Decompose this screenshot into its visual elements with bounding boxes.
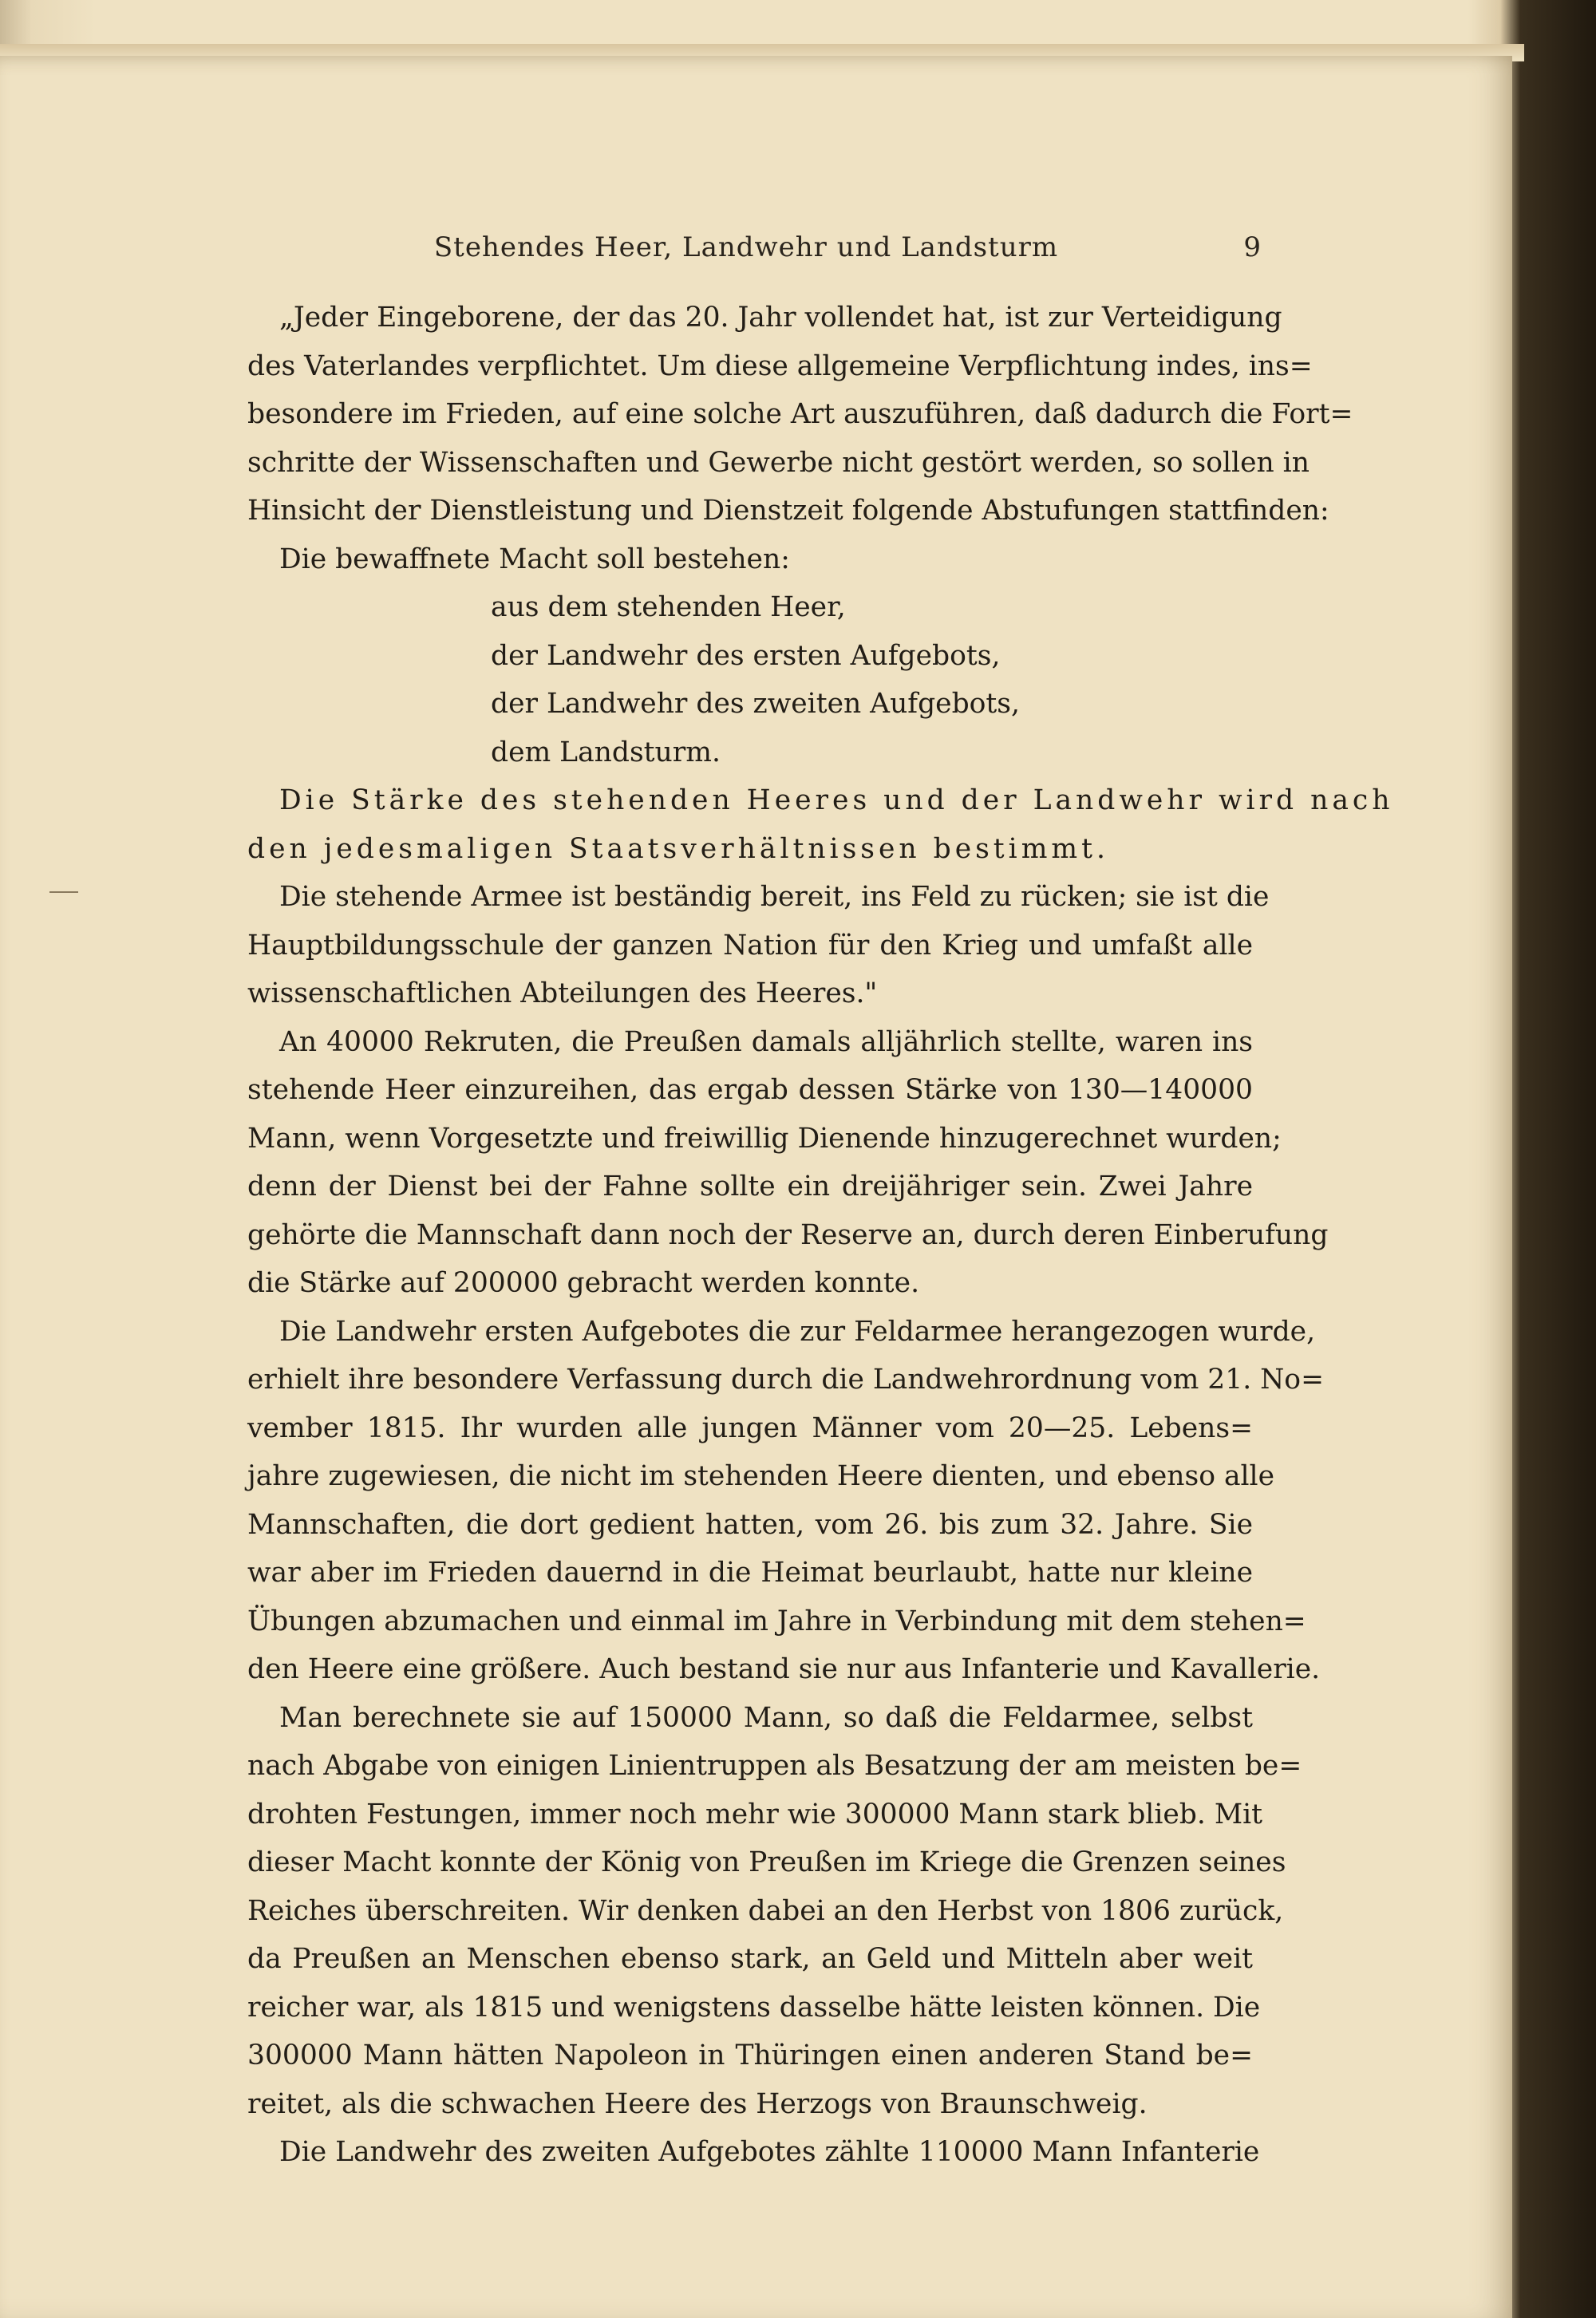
text-line: Die Landwehr ersten Aufgebotes die zur Feldarmee herangezogen wurde, (279, 1315, 1316, 1348)
text-line: drohten Festungen, immer noch mehr wie 300000 Mann stark blieb. Mit (247, 1798, 1263, 1830)
text-line: 300000 Mann hätten Napoleon in Thüringen einen anderen Stand be= (247, 2040, 1253, 2071)
text-line: reitet, als die schwachen Heere des Herzogs von Braunschweig. (247, 2087, 1148, 2120)
text-line: der Landwehr des ersten Aufgebots, (491, 639, 1001, 672)
text-line: Mannschaften, die dort gedient hatten, vom 26. bis zum 32. Jahre. Sie (247, 1508, 1253, 1541)
text-line: Hauptbildungsschule der ganzen Nation für den Krieg und umfaßt alle (247, 929, 1253, 962)
text-line: erhielt ihre besondere Verfassung durch die Landwehrordnung vom 21. No= (247, 1364, 1324, 1396)
text-line: denn der Dienst bei der Fahne sollte ein dreijähriger sein. Zwei Jahre (247, 1171, 1253, 1202)
text-line: vember 1815. Ihr wurden alle jungen Männer vom 20—25. Lebens= (247, 1412, 1253, 1444)
text-line: „Jeder Eingeborene, der das 20. Jahr vollendet hat, ist zur Verteidigung (279, 302, 1282, 334)
running-head: Stehendes Heer, Landwehr und Landsturm (433, 231, 1059, 263)
text-line: An 40000 Rekruten, die Preußen damals alljährlich stellte, waren ins (279, 1025, 1253, 1058)
text-line: Reiches überschreiten. Wir denken dabei an den Herbst von 1806 zurück, (247, 1894, 1284, 1927)
text-line: gehörte die Mannschaft dann noch der Reserve an, durch deren Einberufung (247, 1218, 1329, 1251)
text-line: aus dem stehenden Heer, (491, 591, 846, 623)
text-line: Hinsicht der Dienstleistung und Dienstzeit folgende Abstufungen stattfinden: (247, 495, 1329, 527)
text-line: stehende Heer einzureihen, das ergab dessen Stärke von 130—140000 (247, 1074, 1253, 1106)
text-line: nach Abgabe von einigen Linientruppen als Besatzung der am meisten be= (247, 1750, 1302, 1782)
text-line: die Stärke auf 200000 gebracht werden konnte. (247, 1267, 920, 1299)
text-line: Man berechnete sie auf 150000 Mann, so daß die Feldarmee, selbst (279, 1701, 1253, 1734)
body-text (247, 294, 1394, 2177)
text-line: Die stehende Armee ist beständig bereit, ins Feld zu rücken; sie ist die (279, 881, 1270, 913)
text-line: schritte der Wissenschaften und Gewerbe nicht gestört werden, so sollen in (247, 446, 1310, 479)
text-line: Die bewaffnete Macht soll bestehen: (279, 543, 790, 575)
text-line: war aber im Frieden dauernd in die Heimat beurlaubt, hatte nur kleine (247, 1557, 1253, 1589)
text-line: den Heere eine größere. Auch bestand sie nur aus Infanterie und Kavallerie. (247, 1653, 1321, 1685)
text-line: dem Landsturm. (491, 736, 721, 768)
margin-mark (49, 891, 78, 893)
text-line: des Vaterlandes verpflichtet. Um diese allgemeine Verpflichtung indes, ins= (247, 349, 1313, 382)
text-line: Mann, wenn Vorgesetzte und freiwillig Dienende hinzugerechnet wurden; (247, 1122, 1282, 1155)
text-line: reicher war, als 1815 und wenigstens dasselbe hätte leisten können. Die (247, 1991, 1261, 2024)
text-line: wissenschaftlichen Abteilungen des Heeres." (247, 977, 878, 1009)
text-line: jahre zugewiesen, die nicht im stehenden Heere dienten, und ebenso alle (247, 1460, 1274, 1492)
text-line: Die Landwehr des zweiten Aufgebotes zählte 110000 Mann Infanterie (279, 2136, 1260, 2168)
text-line: da Preußen an Menschen ebenso stark, an Geld und Mitteln aber weit (247, 1943, 1253, 1975)
text-line: der Landwehr des zweiten Aufgebots, (491, 688, 1020, 720)
text-line: Die Stärke des stehenden Heeres und der Landwehr wird nach (279, 784, 1394, 816)
text-line: besondere im Frieden, auf eine solche Art auszuführen, daß dadurch die Fort= (247, 398, 1353, 430)
text-line: Übungen abzumachen und einmal im Jahre in Verbindung mit dem stehen= (247, 1605, 1306, 1637)
page-number: 9 (1243, 231, 1261, 263)
text-line: dieser Macht konnte der König von Preußen im Kriege die Grenzen seines (247, 1846, 1286, 1878)
text-line: den jedesmaligen Staatsverhältnissen bestimmt. (247, 832, 1109, 865)
